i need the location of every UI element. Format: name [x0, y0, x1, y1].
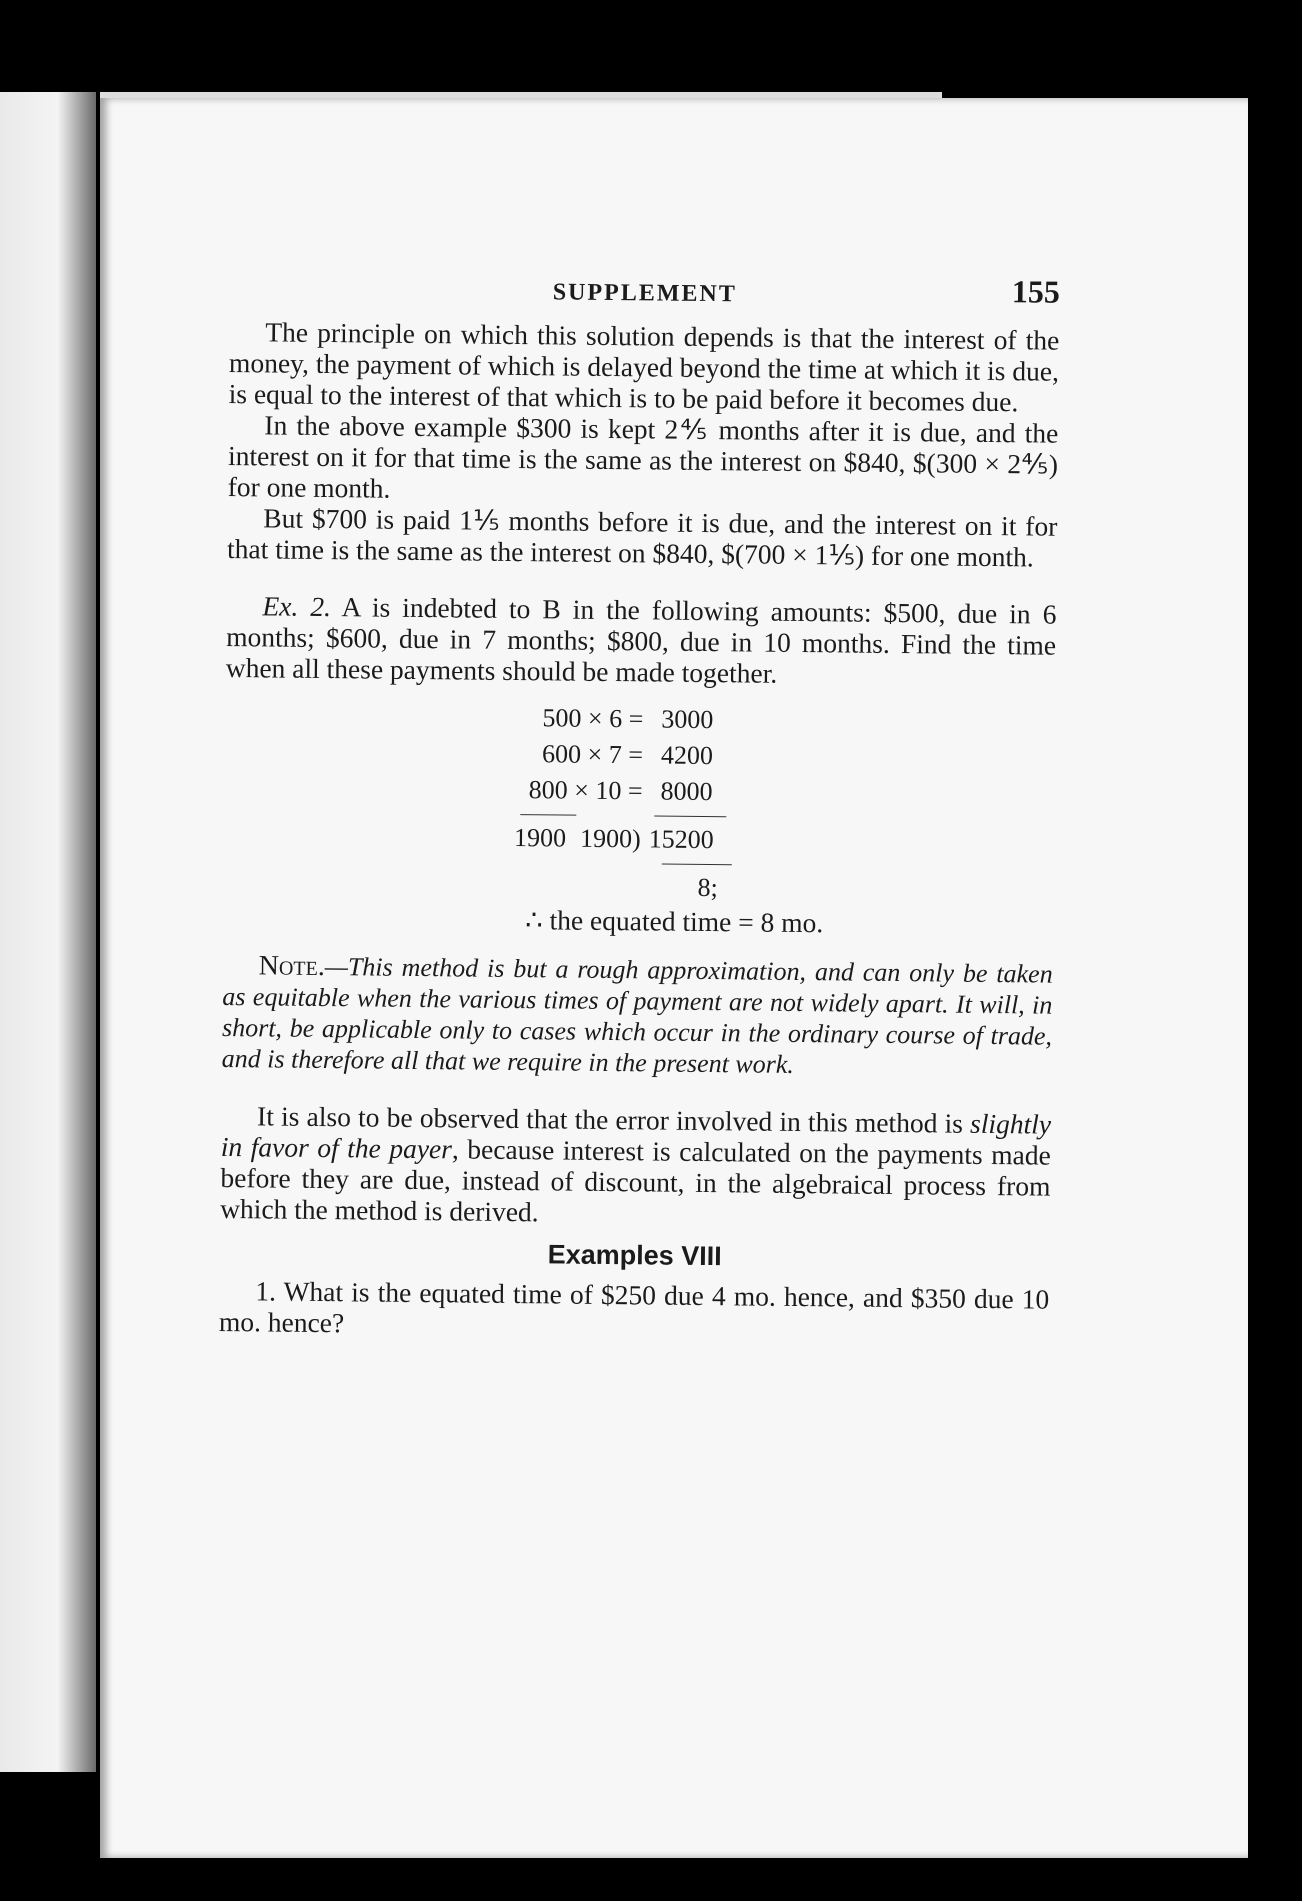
page-header — [230, 270, 1060, 325]
calc-total-left: 1900 — [513, 823, 567, 853]
page-number: 155 — [1011, 273, 1061, 310]
calc-row: 600 × 7 = 4200 — [541, 739, 714, 771]
running-head: SUPPLEMENT — [552, 279, 737, 308]
calc-total-row — [514, 820, 1054, 862]
facing-page-edge — [0, 92, 96, 1772]
observation-paragraph: It is also to be observed that the error involved in this method is slightly in favor of the payer, because interest is calculated on the payments made before they are due, instead of discount, in the algebraical process from which the method is derived. — [220, 1100, 1052, 1228]
calc-total-right: 15200 — [648, 824, 714, 855]
calc-row: 800 × 10 = 8000 — [528, 775, 713, 807]
paragraph-above-example: In the above example $300 is kept 2⅘ months after it is due, and the interest on it for that time is the same as the interest on $840, $(300 × 2⅘) for one month. — [227, 409, 1059, 504]
paragraph-700-paid: But $700 is paid 1⅕ months before it is due, and the interest on it for that time is the same as the interest on $840, $(700 × 1⅕) for one month. — [226, 502, 1058, 573]
observation-italic: slightly in favor of the payer — [220, 1107, 1052, 1165]
note-paragraph — [222, 950, 1053, 1083]
note-text: —This method is but a rough approximation, and can only be taken as equitable when the various times of payment are not widely apart. It will, in short, be applicable only to cases which occur in the ordinary course of trade, and is therefore all that we require in the present work. — [221, 952, 1053, 1079]
calc-row: 500 × 6 = 3000 — [542, 703, 714, 735]
example-2 — [226, 590, 1057, 692]
calc-divisor: 1900) — [579, 823, 641, 854]
exercise-1: 1. What is the equated time of $250 due 4 mo. hence, and $350 due 10 mo. hence? — [218, 1275, 1050, 1339]
calc-conclusion: ∴ the equated time = 8 mo. — [525, 904, 824, 939]
page-text — [219, 270, 1060, 1346]
note-lead: Note. — [258, 950, 325, 983]
section-heading: Examples VIII — [547, 1239, 722, 1272]
example-text: A is indebted to B in the following amounts: $500, due in 6 months; $600, due in 7 months; $800, due in 10 months. Find the time when all these payments should be made together. — [225, 591, 1057, 689]
example-label: Ex. 2. — [262, 590, 332, 623]
paragraph-principle: The principle on which this solution depends is that the interest of the money, the payment of which is delayed beyond the time at which it is due, is equal to the interest of that which is to be paid before it becomes due. — [228, 316, 1060, 418]
calc-quotient: 8; — [697, 872, 718, 903]
calculation-block — [513, 700, 1055, 910]
